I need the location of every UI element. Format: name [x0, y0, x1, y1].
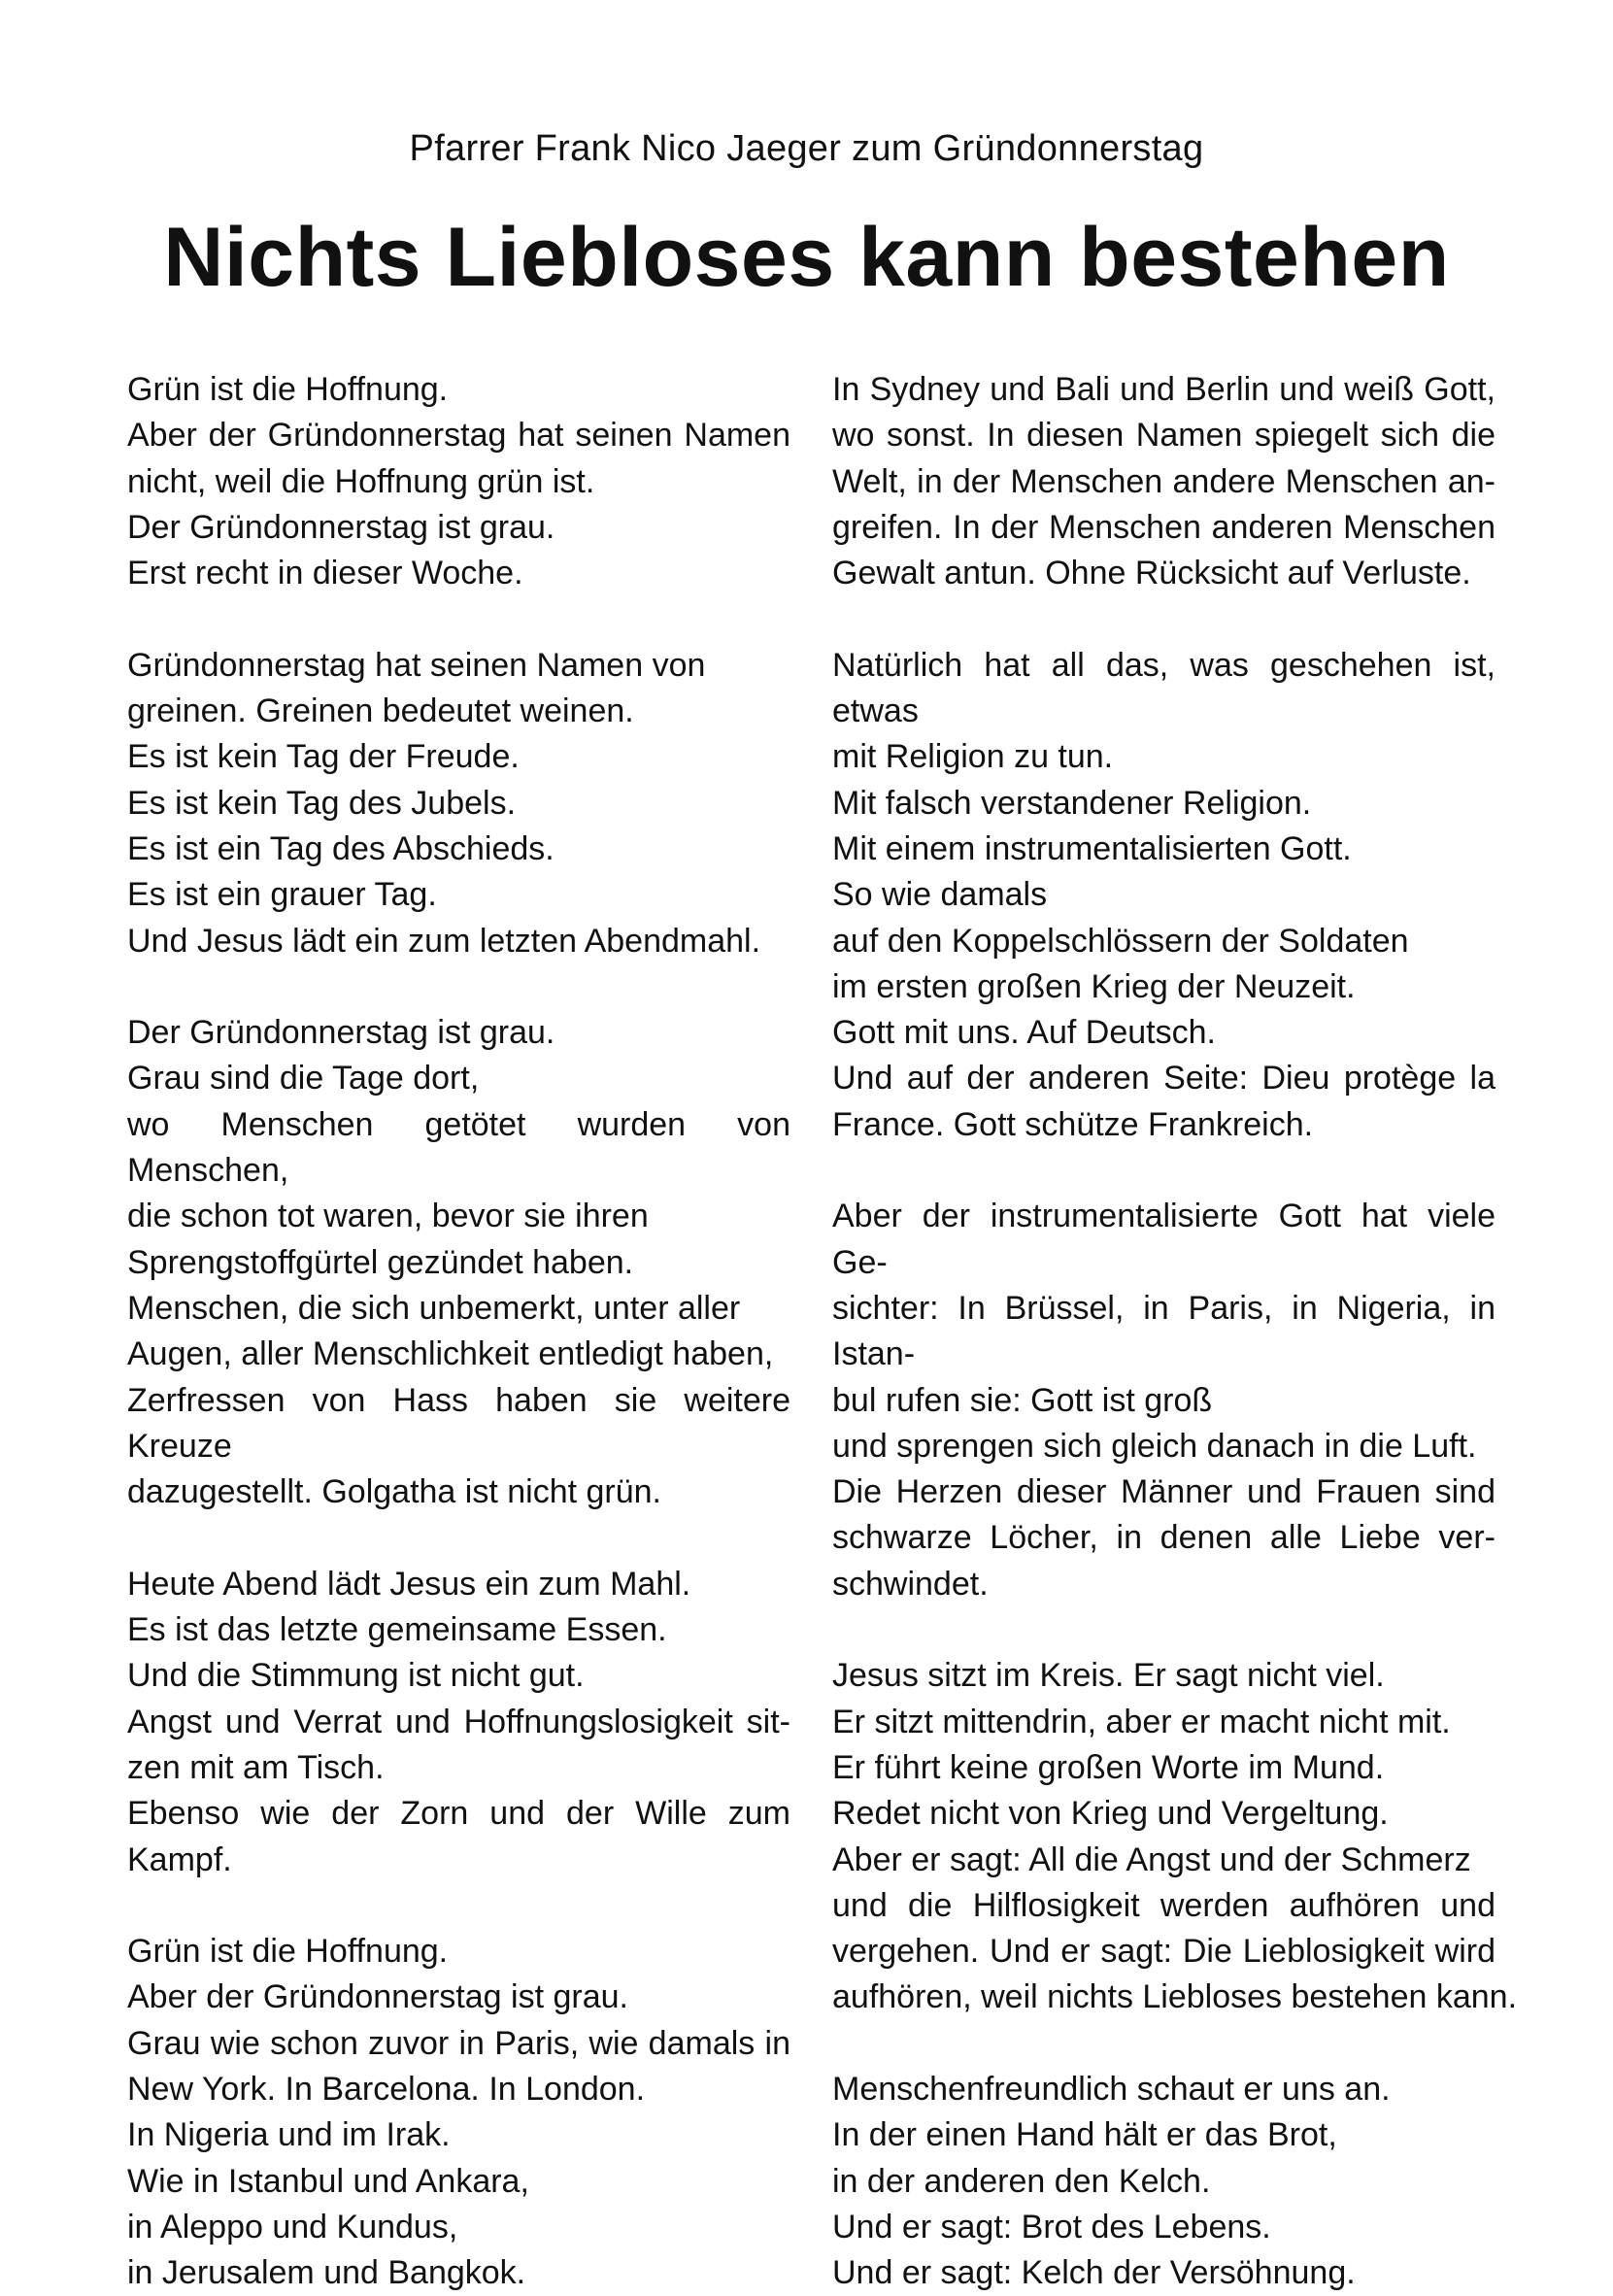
text-line: Er führt keine großen Worte im Mund.: [832, 1748, 1385, 1786]
article-subtitle: Pfarrer Frank Nico Jaeger zum Gründonnerstag: [409, 128, 1204, 169]
text-line: Augen, aller Menschlichkeit entledigt haben,: [127, 1335, 774, 1373]
text-line: Grün ist die Hoffnung.: [127, 1933, 449, 1971]
text-line: Es ist kein Tag der Freude.: [127, 738, 520, 776]
text-line: Aber er sagt: All die Angst und der Schmerz: [832, 1840, 1471, 1878]
text-line: Aber der Gründonnerstag ist grau.: [127, 1978, 628, 2016]
text-line: Erst recht in dieser Woche.: [127, 555, 523, 592]
text-line: Es ist ein Tag des Abschieds.: [127, 829, 554, 867]
text-line: Aber der Gründonnerstag hat seinen Namen: [127, 417, 790, 455]
text-line: Es ist ein grauer Tag.: [127, 876, 437, 914]
article-title: Nichts Liebloses kann bestehen: [163, 211, 1450, 304]
text-line: Natürlich hat all das, was geschehen ist, etwas: [832, 646, 1495, 730]
text-line: Welt, in der Menschen andere Menschen an-: [832, 462, 1495, 500]
text-line: zen mit am Tisch.: [127, 1748, 385, 1786]
text-line: Mit einem instrumentalisierten Gott.: [832, 829, 1352, 867]
left-paragraph-5: [127, 1929, 790, 2296]
text-line: Jesus sitzt im Kreis. Er sagt nicht viel.: [832, 1657, 1385, 1695]
left-paragraph-2: [127, 643, 790, 964]
text-line: Er sitzt mittendrin, aber er macht nicht mit.: [832, 1703, 1451, 1740]
text-line: greinen. Greinen bedeutet weinen.: [127, 692, 634, 730]
text-line: wo Menschen getötet wurden von Menschen,: [127, 1105, 790, 1190]
text-line: auf den Koppelschlössern der Soldaten: [832, 922, 1409, 960]
left-column: [127, 367, 790, 2296]
text-line: in der anderen den Kelch.: [832, 2162, 1211, 2200]
right-paragraph-3: [832, 1194, 1495, 1607]
text-line: Und auf der anderen Seite: Dieu protège la: [832, 1060, 1495, 1097]
text-line: Sprengstoffgürtel gezündet haben.: [127, 1243, 634, 1281]
text-line: vergehen. Und er sagt: Die Lieblosigkeit wird: [832, 1933, 1495, 1971]
text-line: bul rufen sie: Gott ist groß: [832, 1381, 1213, 1419]
text-line: Und er sagt: Brot des Lebens.: [832, 2208, 1271, 2245]
text-line: und die Hilflosigkeit werden aufhören und: [832, 1886, 1495, 1924]
text-line: Menschen, die sich unbemerkt, unter aller: [127, 1289, 741, 1327]
text-line: New York. In Barcelona. In London.: [127, 2070, 646, 2108]
text-line: in Aleppo und Kundus,: [127, 2208, 458, 2245]
left-paragraph-3: [127, 1010, 790, 1515]
text-line: Angst und Verrat und Hoffnungslosigkeit sit-: [127, 1703, 790, 1740]
text-line: nicht, weil die Hoffnung grün ist.: [127, 462, 595, 500]
text-line: dazugestellt. Golgatha ist nicht grün.: [127, 1473, 661, 1511]
text-line: Heute Abend lädt Jesus ein zum Mahl.: [127, 1565, 691, 1603]
text-line: sichter: In Brüssel, in Paris, in Nigeria, in Istan-: [832, 1289, 1495, 1373]
text-line: in Jerusalem und Bangkok.: [127, 2254, 526, 2292]
text-line: Der Gründonnerstag ist grau.: [127, 1014, 555, 1052]
text-line: Menschenfreundlich schaut er uns an.: [832, 2070, 1391, 2108]
text-line: Es ist das letzte gemeinsame Essen.: [127, 1611, 667, 1649]
text-line: Und er sagt: Kelch der Versöhnung.: [832, 2254, 1356, 2292]
text-line: Mit falsch verstandener Religion.: [832, 784, 1312, 822]
text-line: France. Gott schütze Frankreich.: [832, 1105, 1314, 1143]
text-line: Die Herzen dieser Männer und Frauen sind: [832, 1473, 1495, 1511]
right-paragraph-1: [832, 367, 1495, 596]
text-line: Grau sind die Tage dort,: [127, 1060, 480, 1097]
text-line: Gewalt antun. Ohne Rücksicht auf Verluste.: [832, 555, 1471, 592]
text-line: In der einen Hand hält er das Brot,: [832, 2116, 1337, 2154]
text-line: Ebenso wie der Zorn und der Wille zum Kampf.: [127, 1795, 790, 1878]
right-paragraph-2: [832, 643, 1495, 1148]
text-line: So wie damals: [832, 876, 1048, 914]
text-line: Grau wie schon zuvor in Paris, wie damals in: [127, 2024, 790, 2062]
text-line: schwarze Löcher, in denen alle Liebe ver-: [832, 1519, 1495, 1557]
text-line: die schon tot waren, bevor sie ihren: [127, 1198, 649, 1235]
text-line: Gott mit uns. Auf Deutsch.: [832, 1014, 1216, 1052]
text-line: mit Religion zu tun.: [832, 738, 1114, 776]
left-paragraph-1: [127, 367, 790, 596]
text-line: Redet nicht von Krieg und Vergeltung.: [832, 1795, 1389, 1833]
text-line: aufhören, weil nichts Liebloses bestehen kann.: [832, 1978, 1518, 2016]
right-paragraph-4: [832, 1653, 1518, 2020]
text-line: Es ist kein Tag des Jubels.: [127, 784, 517, 822]
text-line: im ersten großen Krieg der Neuzeit.: [832, 967, 1356, 1005]
text-line: Gründonnerstag hat seinen Namen von: [127, 646, 706, 684]
text-line: Der Gründonnerstag ist grau.: [127, 508, 555, 546]
text-line: In Sydney und Bali und Berlin und weiß Gott,: [832, 371, 1495, 408]
text-line: Und die Stimmung ist nicht gut.: [127, 1657, 585, 1695]
text-line: greifen. In der Menschen anderen Menschen: [832, 508, 1495, 546]
text-line: Zerfressen von Hass haben sie weitere Kreuze: [127, 1381, 790, 1465]
text-line: Aber der instrumentalisierte Gott hat viele Ge-: [832, 1198, 1495, 1281]
text-line: wo sonst. In diesen Namen spiegelt sich die: [832, 417, 1495, 455]
left-paragraph-4: [127, 1562, 790, 1883]
right-paragraph-5: [832, 2067, 1495, 2296]
text-line: Wie in Istanbul und Ankara,: [127, 2162, 529, 2200]
text-line: Grün ist die Hoffnung.: [127, 371, 449, 408]
right-column: [832, 367, 1518, 2296]
text-line: schwindet.: [832, 1565, 989, 1603]
text-line: und sprengen sich gleich danach in die Luft.: [832, 1427, 1477, 1465]
text-line: In Nigeria und im Irak.: [127, 2116, 451, 2154]
text-line: Und Jesus lädt ein zum letzten Abendmahl.: [127, 922, 761, 960]
